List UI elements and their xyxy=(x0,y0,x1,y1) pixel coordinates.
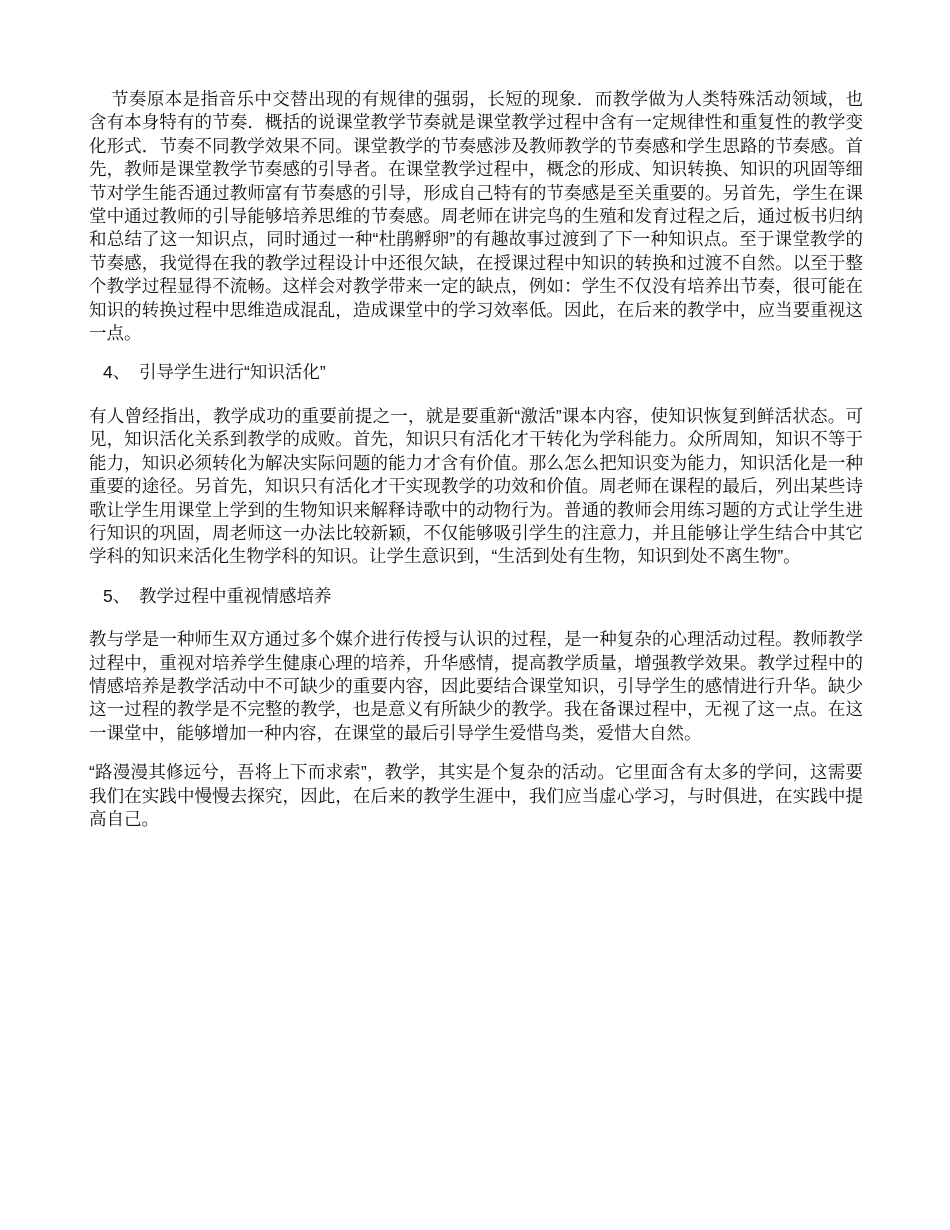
document-page xyxy=(89,88,863,831)
section-number: 5、 xyxy=(103,585,131,606)
section-title: 引导学生进行“知识活化” xyxy=(139,362,326,383)
paragraph-emotion: 教与学是一种师生双方通过多个媒介进行传授与认识的过程，是一种复杂的心理活动过程。教师教学过程中，重视对培养学生健康心理的培养，升华感情，提高教学质量，增强教学效果。教学过程中的情感培养是教学活动中不可缺少的重要内容，因此要结合课堂知识，引导学生的感情进行升华。缺少这一过程的教学是不完整的教学，也是意义有所缺少的教学。我在备课过程中，无视了这一点。在这一课堂中，能够增加一种内容，在课堂的最后引导学生爱惜鸟类，爱惜大自然。 xyxy=(89,629,863,743)
section-title: 教学过程中重视情感培养 xyxy=(139,585,332,606)
paragraph-rhythm: 节奏原本是指音乐中交替出现的有规律的强弱，长短的现象．而教学做为人类特殊活动领域，也含有本身特有的节奏．概括的说课堂教学节奏就是课堂教学过程中含有一定规律性和重复性的教学变化形式．节奏不同教学效果不同。课堂教学的节奏感涉及教师教学的节奏感和学生思路的节奏感。首先，教师是课堂教学节奏感的引导者。在课堂教学过程中，概念的形成、知识转换、知识的巩固等细节对学生能否通过教师富有节奏感的引导，形成自己特有的节奏感是至关重要的。另首先，学生在课堂中通过教师的引导能够培养思维的节奏感。周老师在讲完鸟的生殖和发育过程之后，通过板书归纳和总结了这一知识点，同时通过一种“杜鹃孵卵”的有趣故事过渡到了下一种知识点。至于课堂教学的节奏感，我觉得在我的教学过程设计中还很欠缺，在授课过程中知识的转换和过渡不自然。以至于整个教学过程显得不流畅。这样会对教学带来一定的缺点，例如：学生不仅没有培养出节奏，很可能在知识的转换过程中思维造成混乱，造成课堂中的学习效率低。因此，在后来的教学中，应当要重视这一点。 xyxy=(89,89,863,344)
section-heading-5 xyxy=(89,585,863,608)
section-heading-4 xyxy=(89,361,863,384)
paragraph-conclusion: “路漫漫其修远兮，吾将上下而求索”，教学，其实是个复杂的活动。它里面含有太多的学问，这需要我们在实践中慢慢去探究，因此，在后来的教学生涯中，我们应当虚心学习，与时俱进，在实践中提高自己。 xyxy=(89,762,863,829)
section-number: 4、 xyxy=(103,362,131,383)
paragraph-activation: 有人曾经指出，教学成功的重要前提之一，就是要重新“激活”课本内容，使知识恢复到鲜活状态。可见，知识活化关系到教学的成败。首先，知识只有活化才干转化为学科能力。众所周知，知识不等于能力，知识必须转化为解决实际问题的能力才含有价值。那么怎么把知识变为能力，知识活化是一种重要的途径。另首先，知识只有活化才干实现教学的功效和价值。周老师在课程的最后，列出某些诗歌让学生用课堂上学到的生物知识来解释诗歌中的动物行为。普通的教师会用练习题的方式让学生进行知识的巩固，周老师这一办法比较新颖，不仅能够吸引学生的注意力，并且能够让学生结合中其它学科的知识来活化生物学科的知识。让学生意识到，“生活到处有生物，知识到处不离生物”。 xyxy=(89,405,863,567)
